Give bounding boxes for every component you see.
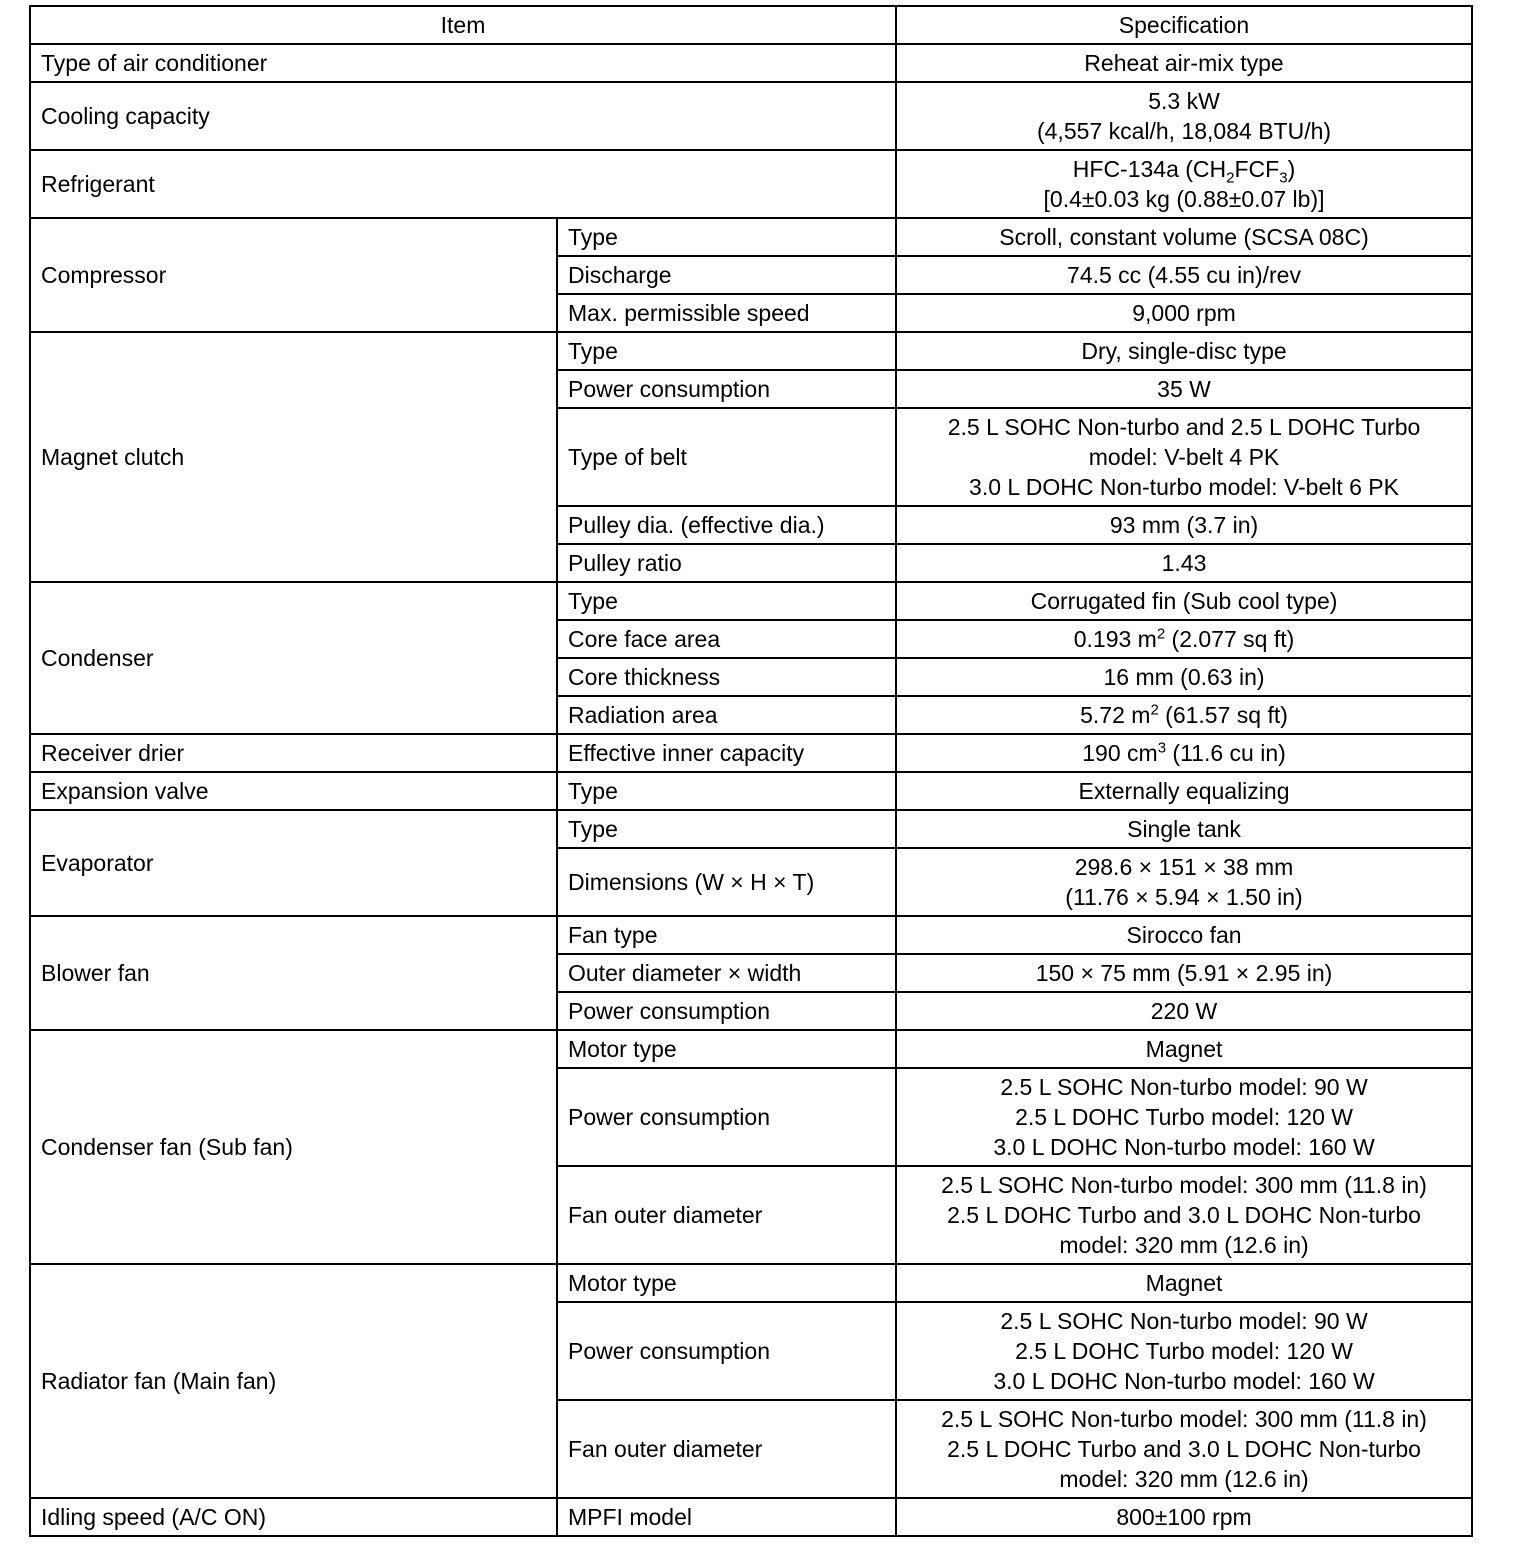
spec-value: Scroll, constant volume (SCSA 08C) — [896, 218, 1472, 256]
sub-item-label: Outer diameter × width — [557, 954, 896, 992]
sub-item-label: Type — [557, 332, 896, 370]
spec-value: Single tank — [896, 810, 1472, 848]
spec-line: (11.76 × 5.94 × 1.50 in) — [1065, 884, 1303, 910]
spec-line: [0.4±0.03 kg (0.88±0.07 lb)] — [1043, 186, 1325, 212]
spec-line: model: V-belt 4 PK — [1088, 444, 1280, 470]
item-label: Refrigerant — [30, 150, 896, 218]
spec-value — [896, 848, 1472, 916]
spec-value: 0.193 $m^2$ (2.077 sq ft) — [896, 620, 1472, 658]
sub-item-label: MPFI model — [557, 1498, 896, 1536]
item-label: Blower fan — [30, 916, 557, 1030]
table-row — [30, 582, 1472, 620]
item-label: Condenser fan (Sub fan) — [30, 1030, 557, 1264]
spec-value — [896, 408, 1472, 506]
table-row — [30, 44, 1472, 82]
sub-item-label: Dimensions (W × H × T) — [557, 848, 896, 916]
sub-item-label: Type — [557, 810, 896, 848]
sub-item-label: Pulley ratio — [557, 544, 896, 582]
spec-line: 3.0 L DOHC Non-turbo model: 160 W — [993, 1368, 1375, 1394]
spec-value — [896, 1068, 1472, 1166]
spec-value: Sirocco fan — [896, 916, 1472, 954]
sub-item-label: Type of belt — [557, 408, 896, 506]
sub-item-label: Power consumption — [557, 370, 896, 408]
sub-item-label: Type — [557, 218, 896, 256]
spec-value — [896, 1302, 1472, 1400]
spec-line: model: 320 mm (12.6 in) — [1059, 1466, 1309, 1492]
spec-value: 16 mm (0.63 in) — [896, 658, 1472, 696]
table-row — [30, 150, 1472, 218]
sub-item-label: Effective inner capacity — [557, 734, 896, 772]
sub-item-label: Power consumption — [557, 1068, 896, 1166]
table-row — [30, 1264, 1472, 1302]
spec-line: 2.5 L DOHC Turbo model: 120 W — [1015, 1338, 1353, 1364]
table-row — [30, 82, 1472, 150]
sub-item-label: Fan outer diameter — [557, 1400, 896, 1498]
header-specification: Specification — [896, 6, 1472, 44]
table-row — [30, 810, 1472, 848]
spec-value: 5.72 $m^2$ (61.57 sq ft) — [896, 696, 1472, 734]
spec-value: 93 mm (3.7 in) — [896, 506, 1472, 544]
spec-line: 3.0 L DOHC Non-turbo model: 160 W — [993, 1134, 1375, 1160]
spec-value — [896, 1166, 1472, 1264]
table-row — [30, 772, 1472, 810]
spec-value: 220 W — [896, 992, 1472, 1030]
item-label: Type of air conditioner — [30, 44, 896, 82]
sub-item-label: Max. permissible speed — [557, 294, 896, 332]
spec-value: Magnet — [896, 1030, 1472, 1068]
table-row — [30, 1498, 1472, 1536]
header-item: Item — [30, 6, 896, 44]
spec-line: 3.0 L DOHC Non-turbo model: V-belt 6 PK — [969, 474, 1399, 500]
item-label: Magnet clutch — [30, 332, 557, 582]
sub-item-label: Core thickness — [557, 658, 896, 696]
spec-value: 35 W — [896, 370, 1472, 408]
sub-item-label: Core face area — [557, 620, 896, 658]
spec-value: 190 $cm^3$ (11.6 cu in) — [896, 734, 1472, 772]
spec-value: 800±100 rpm — [896, 1498, 1472, 1536]
item-label: Cooling capacity — [30, 82, 896, 150]
spec-value: 1.43 — [896, 544, 1472, 582]
spec-value — [896, 82, 1472, 150]
spec-line: 2.5 L SOHC Non-turbo model: 300 mm (11.8 in) — [941, 1172, 1427, 1198]
sub-item-label: Pulley dia. (effective dia.) — [557, 506, 896, 544]
sub-item-label: Fan outer diameter — [557, 1166, 896, 1264]
spec-line: 2.5 L SOHC Non-turbo model: 90 W — [1000, 1308, 1368, 1334]
spec-value: Dry, single-disc type — [896, 332, 1472, 370]
item-label: Idling speed (A/C ON) — [30, 1498, 557, 1536]
spec-line: model: 320 mm (12.6 in) — [1059, 1232, 1309, 1258]
spec-line: 2.5 L DOHC Turbo and 3.0 L DOHC Non-turbo — [947, 1436, 1421, 1462]
spec-line: 2.5 L SOHC Non-turbo and 2.5 L DOHC Turbo — [947, 414, 1421, 440]
sub-item-label: Motor type — [557, 1030, 896, 1068]
item-label: Receiver drier — [30, 734, 557, 772]
table-row — [30, 1030, 1472, 1068]
sub-item-label: Discharge — [557, 256, 896, 294]
spec-value: 9,000 rpm — [896, 294, 1472, 332]
spec-line: 2.5 L DOHC Turbo model: 120 W — [1015, 1104, 1353, 1130]
table-row — [30, 218, 1472, 256]
item-label: Compressor — [30, 218, 557, 332]
spec-value: 150 × 75 mm (5.91 × 2.95 in) — [896, 954, 1472, 992]
item-label: Expansion valve — [30, 772, 557, 810]
spec-value — [896, 1400, 1472, 1498]
spec-value: Magnet — [896, 1264, 1472, 1302]
table-row — [30, 332, 1472, 370]
sub-item-label: Power consumption — [557, 992, 896, 1030]
table-row — [30, 734, 1472, 772]
ac-specification-table — [29, 5, 1473, 1537]
spec-line: (4,557 kcal/h, 18,084 BTU/h) — [1036, 118, 1332, 144]
sub-item-label: Type — [557, 772, 896, 810]
spec-line: 5.3 kW — [1148, 88, 1220, 114]
sub-item-label: Fan type — [557, 916, 896, 954]
spec-line: 2.5 L SOHC Non-turbo model: 90 W — [1000, 1074, 1368, 1100]
spec-value: Reheat air-mix type — [896, 44, 1472, 82]
sub-item-label: Power consumption — [557, 1302, 896, 1400]
spec-line: 2.5 L DOHC Turbo and 3.0 L DOHC Non-turbo — [947, 1202, 1421, 1228]
item-label: Condenser — [30, 582, 557, 734]
spec-line: 2.5 L SOHC Non-turbo model: 300 mm (11.8 in) — [941, 1406, 1427, 1432]
spec-value: Externally equalizing — [896, 772, 1472, 810]
spec-line: HFC-134a $(CH_2FCF_3)$ — [1072, 156, 1296, 187]
table-row — [30, 916, 1472, 954]
sub-item-label: Type — [557, 582, 896, 620]
sub-item-label: Radiation area — [557, 696, 896, 734]
item-label: Evaporator — [30, 810, 557, 916]
spec-value — [896, 150, 1472, 218]
spec-line: 298.6 × 151 × 38 mm — [1074, 854, 1294, 880]
spec-value: Corrugated fin (Sub cool type) — [896, 582, 1472, 620]
table-header-row — [30, 6, 1472, 44]
item-label: Radiator fan (Main fan) — [30, 1264, 557, 1498]
sub-item-label: Motor type — [557, 1264, 896, 1302]
spec-value: 74.5 cc (4.55 cu in)/rev — [896, 256, 1472, 294]
